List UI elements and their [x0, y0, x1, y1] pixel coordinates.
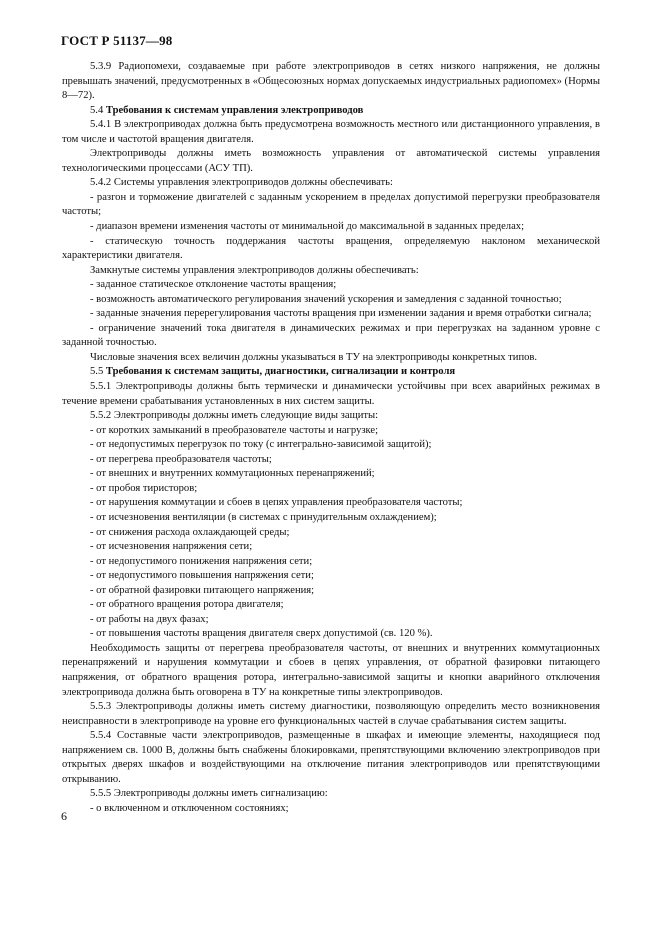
body-paragraph: Необходимость защиты от перегрева преобразователя частоты, от внешних и внутренних коммутационных перенапряжений и нарушения коммутации и сбоев в цепях управления, от обратной фазировки питающего напряжения, от обратного вращения ротора, интегрально-зависимой защиты и кнопки аварийного отключения электропривода должна быть оговорена в ТУ на конкретные типы электроприводов. [62, 642, 600, 698]
document-header: ГОСТ Р 51137—98 [61, 33, 173, 48]
body-paragraph: - от коротких замыканий в преобразователе частоты и нагрузке; [90, 424, 379, 436]
body-paragraph: 5.5.1 Электроприводы должны быть термически и динамически устойчивы при всех аварийных режимах в течение времени срабатывания установленных в них систем защиты. [62, 381, 600, 407]
body-paragraph: - о включенном и отключенном состояниях; [90, 802, 289, 814]
body-paragraph: 5.5.5 Электроприводы должны иметь сигнализацию: [90, 788, 328, 800]
body-paragraph: 5.3.9 Радиопомехи, создаваемые при работе электроприводов в сетях низкого напряжения, не должны превышать значений, предусмотренных в «Общесоюзных нормах допускаемых индустриальных радиопомех» (Нормы 8—72). [62, 61, 600, 102]
body-paragraph: 5.5.3 Электроприводы должны иметь систему диагностики, позволяющую определить место возникновения неисправности в электроприводе на уровне его функциональных частей в случае срабатывания систем защиты. [62, 701, 600, 727]
body-paragraph: Электроприводы должны иметь возможность управления от автоматической системы управления технологическими процессами (АСУ ТП). [62, 148, 600, 174]
body-paragraph: - от обратного вращения ротора двигателя; [90, 599, 284, 611]
body-paragraph: - заданное статическое отклонение частоты вращения; [90, 279, 337, 291]
section-title: Требования к системам защиты, диагностики, сигнализации и контроля [105, 366, 456, 378]
body-paragraph: - возможность автоматического регулирования значений ускорения и замедления с заданной точностью; [90, 293, 562, 305]
body-paragraph: - от исчезновения напряжения сети; [90, 541, 253, 553]
page-number: 6 [61, 809, 67, 823]
body-paragraph: 5.4.1 В электроприводах должна быть предусмотрена возможность местного или дистанционного управления, в том числе и частотой вращения двигателя. [62, 119, 600, 145]
body-paragraph: - от снижения расхода охлаждающей среды; [90, 526, 290, 538]
body-paragraph: - заданные значения перерегулирования частоты вращения при изменении задания и время отработки сигнала; [90, 308, 592, 320]
body-paragraph: - ограничение значений тока двигателя в динамических режимах и при перегрузках на заданном уровне с заданной точностью. [62, 322, 600, 349]
document-body [62, 60, 600, 816]
section-title: Требования к системам управления электроприводов [105, 104, 364, 116]
body-paragraph: Замкнутые системы управления электроприводов должны обеспечивать: [90, 264, 419, 276]
section-number: 5.4 [90, 104, 104, 116]
section-heading [62, 104, 600, 119]
body-paragraph: - от недопустимых перегрузок по току (с интегрально-зависимой защитой); [90, 439, 432, 451]
body-paragraph: 5.5.2 Электроприводы должны иметь следующие виды защиты: [90, 410, 379, 422]
section-heading [62, 365, 600, 380]
body-paragraph: - статическую точность поддержания частоты вращения, определяемую наклоном механической характеристики двигателя. [62, 235, 600, 262]
body-paragraph: - от работы на двух фазах; [90, 613, 209, 625]
body-paragraph: - от исчезновения вентиляции (в системах с принудительным охлаждением); [90, 511, 437, 523]
body-paragraph: - от недопустимого понижения напряжения сети; [90, 555, 313, 567]
body-paragraph: - от недопустимого повышения напряжения сети; [90, 570, 314, 582]
body-paragraph: - от повышения частоты вращения двигателя сверх допустимой (св. 120 %). [90, 628, 433, 640]
body-paragraph: - от перегрева преобразователя частоты; [90, 453, 272, 465]
body-paragraph: Числовые значения всех величин должны указываться в ТУ на электроприводы конкретных типов. [90, 351, 538, 363]
body-paragraph: - от внешних и внутренних коммутационных перенапряжений; [90, 468, 375, 480]
body-paragraph: 5.5.4 Составные части электроприводов, размещенные в шкафах и имеющие элементы, находящиеся под напряжением св. 1000 В, должны быть снабжены блокировками, препятствующими включению электроприводов при открытых дверях шкафов и воздействующими на отключение питания электроприводов или препятствующими открыванию. [62, 730, 600, 785]
body-paragraph: - от нарушения коммутации и сбоев в цепях управления преобразователя частоты; [90, 497, 463, 509]
body-paragraph: - разгон и торможение двигателей с заданным ускорением в пределах допустимой перегрузки преобразователя частоты; [62, 191, 600, 218]
body-paragraph: - от обратной фазировки питающего напряжения; [90, 584, 315, 596]
body-paragraph: - диапазон времени изменения частоты от минимальной до максимальной в заданных пределах; [90, 221, 525, 233]
body-paragraph: - от пробоя тиристоров; [90, 482, 198, 494]
section-number: 5.5 [90, 366, 104, 378]
body-paragraph: 5.4.2 Системы управления электроприводов должны обеспечивать: [90, 177, 393, 189]
